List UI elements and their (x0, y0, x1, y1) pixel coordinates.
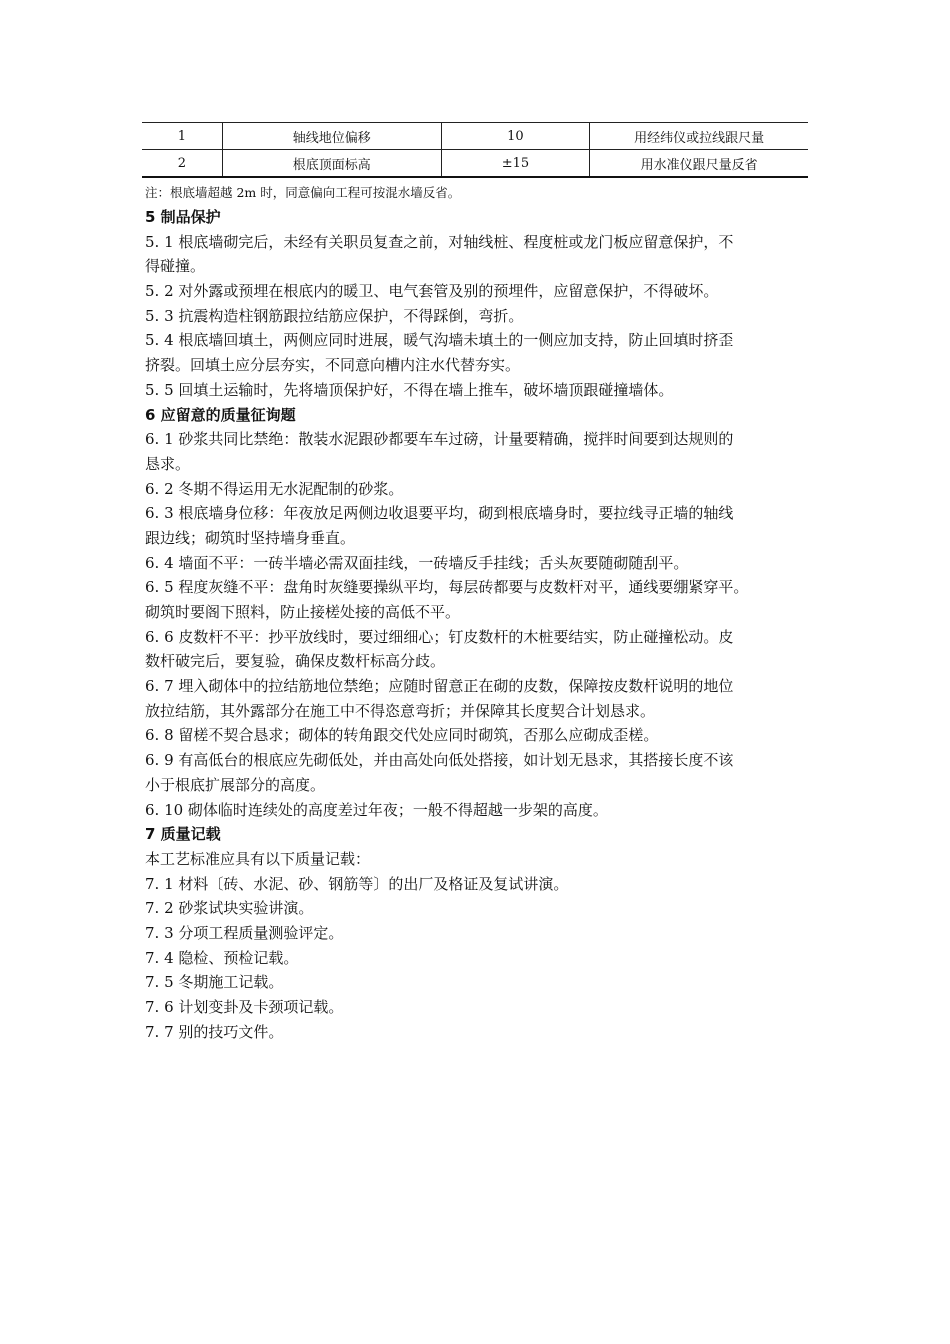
paragraph-line: 得碰撞。 (145, 257, 206, 276)
paragraph-line: 5. 3 抗震构造柱钢筋跟拉结筋应保护，不得踩倒，弯折。 (145, 306, 524, 325)
paragraph-line: 6. 7 埋入砌体中的拉结筋地位禁绝；应随时留意正在砌的皮数，保障按皮数杆说明的地位 (145, 677, 734, 696)
paragraph-line: 恳求。 (145, 454, 191, 473)
section-heading: 5 制品保护 (145, 208, 221, 226)
paragraph-line: 跟边线；砌筑时坚持墙身垂直。 (145, 528, 356, 547)
paragraph-line: 6. 3 根底墙身位移：年夜放足两侧边收退要平均，砌到根底墙身时，要拉线寻正墙的轴线 (145, 504, 734, 523)
paragraph-line: 7. 5 冬期施工记载。 (145, 973, 284, 992)
paragraph-line: 6. 1 砂浆共同比禁绝：散装水泥跟砂都要车车过磅，计量要精确，搅拌时间要到达规则的 (145, 430, 734, 449)
paragraph-line: 6. 6 皮数杆不平：抄平放线时，要过细细心；钉皮数杆的木桩要结实，防止碰撞松动。皮 (145, 627, 734, 646)
paragraph-line: 6. 10 砌体临时连续处的高度差过年夜；一般不得超越一步架的高度。 (145, 800, 608, 819)
tolerance-cell: 10 (441, 123, 590, 150)
paragraph-line: 5. 4 根底墙回填土，两侧应同时进展，暖气沟墙未填土的一侧应加支持，防止回填时挤歪 (145, 331, 734, 350)
section-heading: 7 质量记载 (145, 825, 221, 844)
table-row (142, 123, 808, 150)
paragraph-line: 小于根底扩展部分的高度。 (145, 775, 326, 794)
paragraph-line: 本工艺标准应具有以下质量记载： (145, 849, 371, 868)
tolerance-table (142, 122, 808, 178)
paragraph-line: 砌筑时要阁下照料，防止接槎处接的高低不平。 (145, 603, 461, 621)
paragraph-line: 挤裂。回填土应分层夯实，不同意向槽内注水代替夯实。 (145, 356, 521, 375)
row-number-cell: 2 (142, 150, 222, 178)
paragraph-line: 5. 1 根底墙砌完后，未经有关职员复查之前，对轴线桩、程度桩或龙门板应留意保护，不 (145, 232, 734, 251)
row-number-cell: 1 (142, 123, 222, 150)
paragraph-line: 6. 5 程度灰缝不平：盘角时灰缝要操纵平均，每层砖都要与皮数杆对平，通线要绷紧穿平。 (145, 578, 749, 597)
method-cell: 用水准仪跟尺量反省 (590, 150, 808, 178)
paragraph-line: 7. 2 砂浆试块实验讲演。 (145, 899, 314, 918)
paragraph-line: 5. 5 回填土运输时，先将墙顶保护好，不得在墙上推车，破坏墙顶跟碰撞墙体。 (145, 380, 674, 399)
paragraph-line: 7. 3 分项工程质量测验评定。 (145, 923, 344, 942)
section-heading: 6 应留意的质量征询题 (145, 405, 296, 424)
paragraph-line: 6. 4 墙面不平：一砖半墙必需双面挂线，一砖墙反手挂线；舌头灰要随砌随刮平。 (145, 553, 689, 572)
tolerance-cell: ±15 (441, 150, 590, 178)
paragraph-line: 7. 4 隐检、预检记载。 (145, 948, 299, 967)
paragraph-line: 6. 9 有高低台的根底应先砌低处，并由高处向低处搭接，如计划无恳求，其搭接长度不该 (145, 751, 734, 770)
item-cell: 根底顶面标高 (222, 150, 441, 178)
paragraph-line: 6. 8 留槎不契合恳求；砌体的转角跟交代处应同时砌筑，否那么应砌成歪槎。 (145, 726, 659, 745)
paragraph-line: 放拉结筋，其外露部分在施工中不得恣意弯折；并保障其长度契合计划恳求。 (145, 701, 656, 720)
paragraph-line: 7. 6 计划变卦及卡颈项记载。 (145, 998, 344, 1016)
paragraph-line: 数杆破完后，要复验，确保皮数杆标高分歧。 (145, 652, 446, 671)
table-note: 注：根底墙超越 2m 时，同意偏向工程可按混水墙反省。 (145, 185, 461, 200)
paragraph-line: 7. 7 别的技巧文件。 (145, 1022, 284, 1041)
method-cell: 用经纬仪或拉线跟尺量 (590, 123, 808, 150)
table-row (142, 150, 808, 178)
item-cell: 轴线地位偏移 (222, 123, 441, 150)
document-body (145, 205, 825, 1044)
paragraph-line: 7. 1 材料〔砖、水泥、砂、钢筋等〕的出厂及格证及复试讲演。 (145, 874, 569, 893)
paragraph-line: 6. 2 冬期不得运用无水泥配制的砂浆。 (145, 479, 404, 498)
paragraph-line: 5. 2 对外露或预埋在根底内的暖卫、电气套管及别的预埋件，应留意保护，不得破坏。 (145, 282, 719, 301)
